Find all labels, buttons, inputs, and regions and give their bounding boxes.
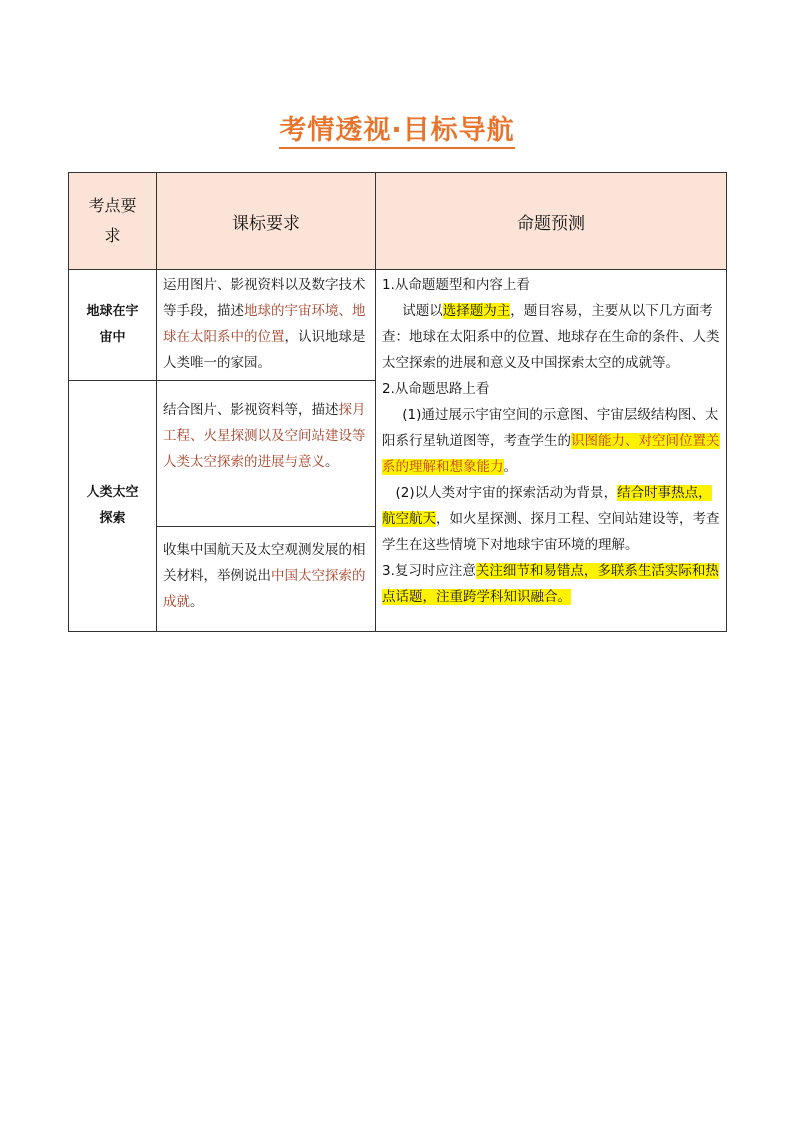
point-space: 人类太空探索 — [69, 381, 157, 632]
table-header-row — [69, 173, 727, 270]
header-standard: 课标要求 — [157, 173, 376, 270]
page-title: 考情透视·目标导航 — [0, 108, 794, 147]
standard-space: 结合图片、影视资料等，描述探月工程、火星探测以及空间站建设等人类太空探索的进展与意义。 — [157, 381, 376, 527]
forecast-cell: 1.从命题题型和内容上看 试题以选择题为主，题目容易，主要从以下几方面考查：地球在太阳系中的位置、地球存在生命的条件、人类太空探索的进展和意义及中国探索太空的成就等。 2.从命题思路上看 (1)通过展示宇宙空间的示意图、宇宙层级结构图、太阳系行星轨道图等，考查学生的识图能力、对空间位置关系的理解和想象能力。 (2)以人类对宇宙的探索活动为背景，结合时事热点，航空航天，如火星探测、探月工程、空间站建设等，考查学生在这些情境下对地球宇宙环境的理解。 3.复习时应注意关注细节和易错点，多联系生活实际和热点话题，注重跨学科知识融合。 — [376, 270, 727, 632]
standard-earth: 运用图片、影视资料以及数字技术等手段，描述地球的宇宙环境、地球在太阳系中的位置，认识地球是人类唯一的家园。 — [157, 270, 376, 381]
header-point: 考点要求 — [69, 173, 157, 270]
standard-china: 收集中国航天及太空观测发展的相关材料，举例说出中国太空探索的成就。 — [157, 527, 376, 632]
point-earth: 地球在宇宙中 — [69, 270, 157, 381]
table-row — [69, 270, 727, 381]
header-forecast: 命题预测 — [376, 173, 727, 270]
exam-table — [68, 172, 727, 632]
